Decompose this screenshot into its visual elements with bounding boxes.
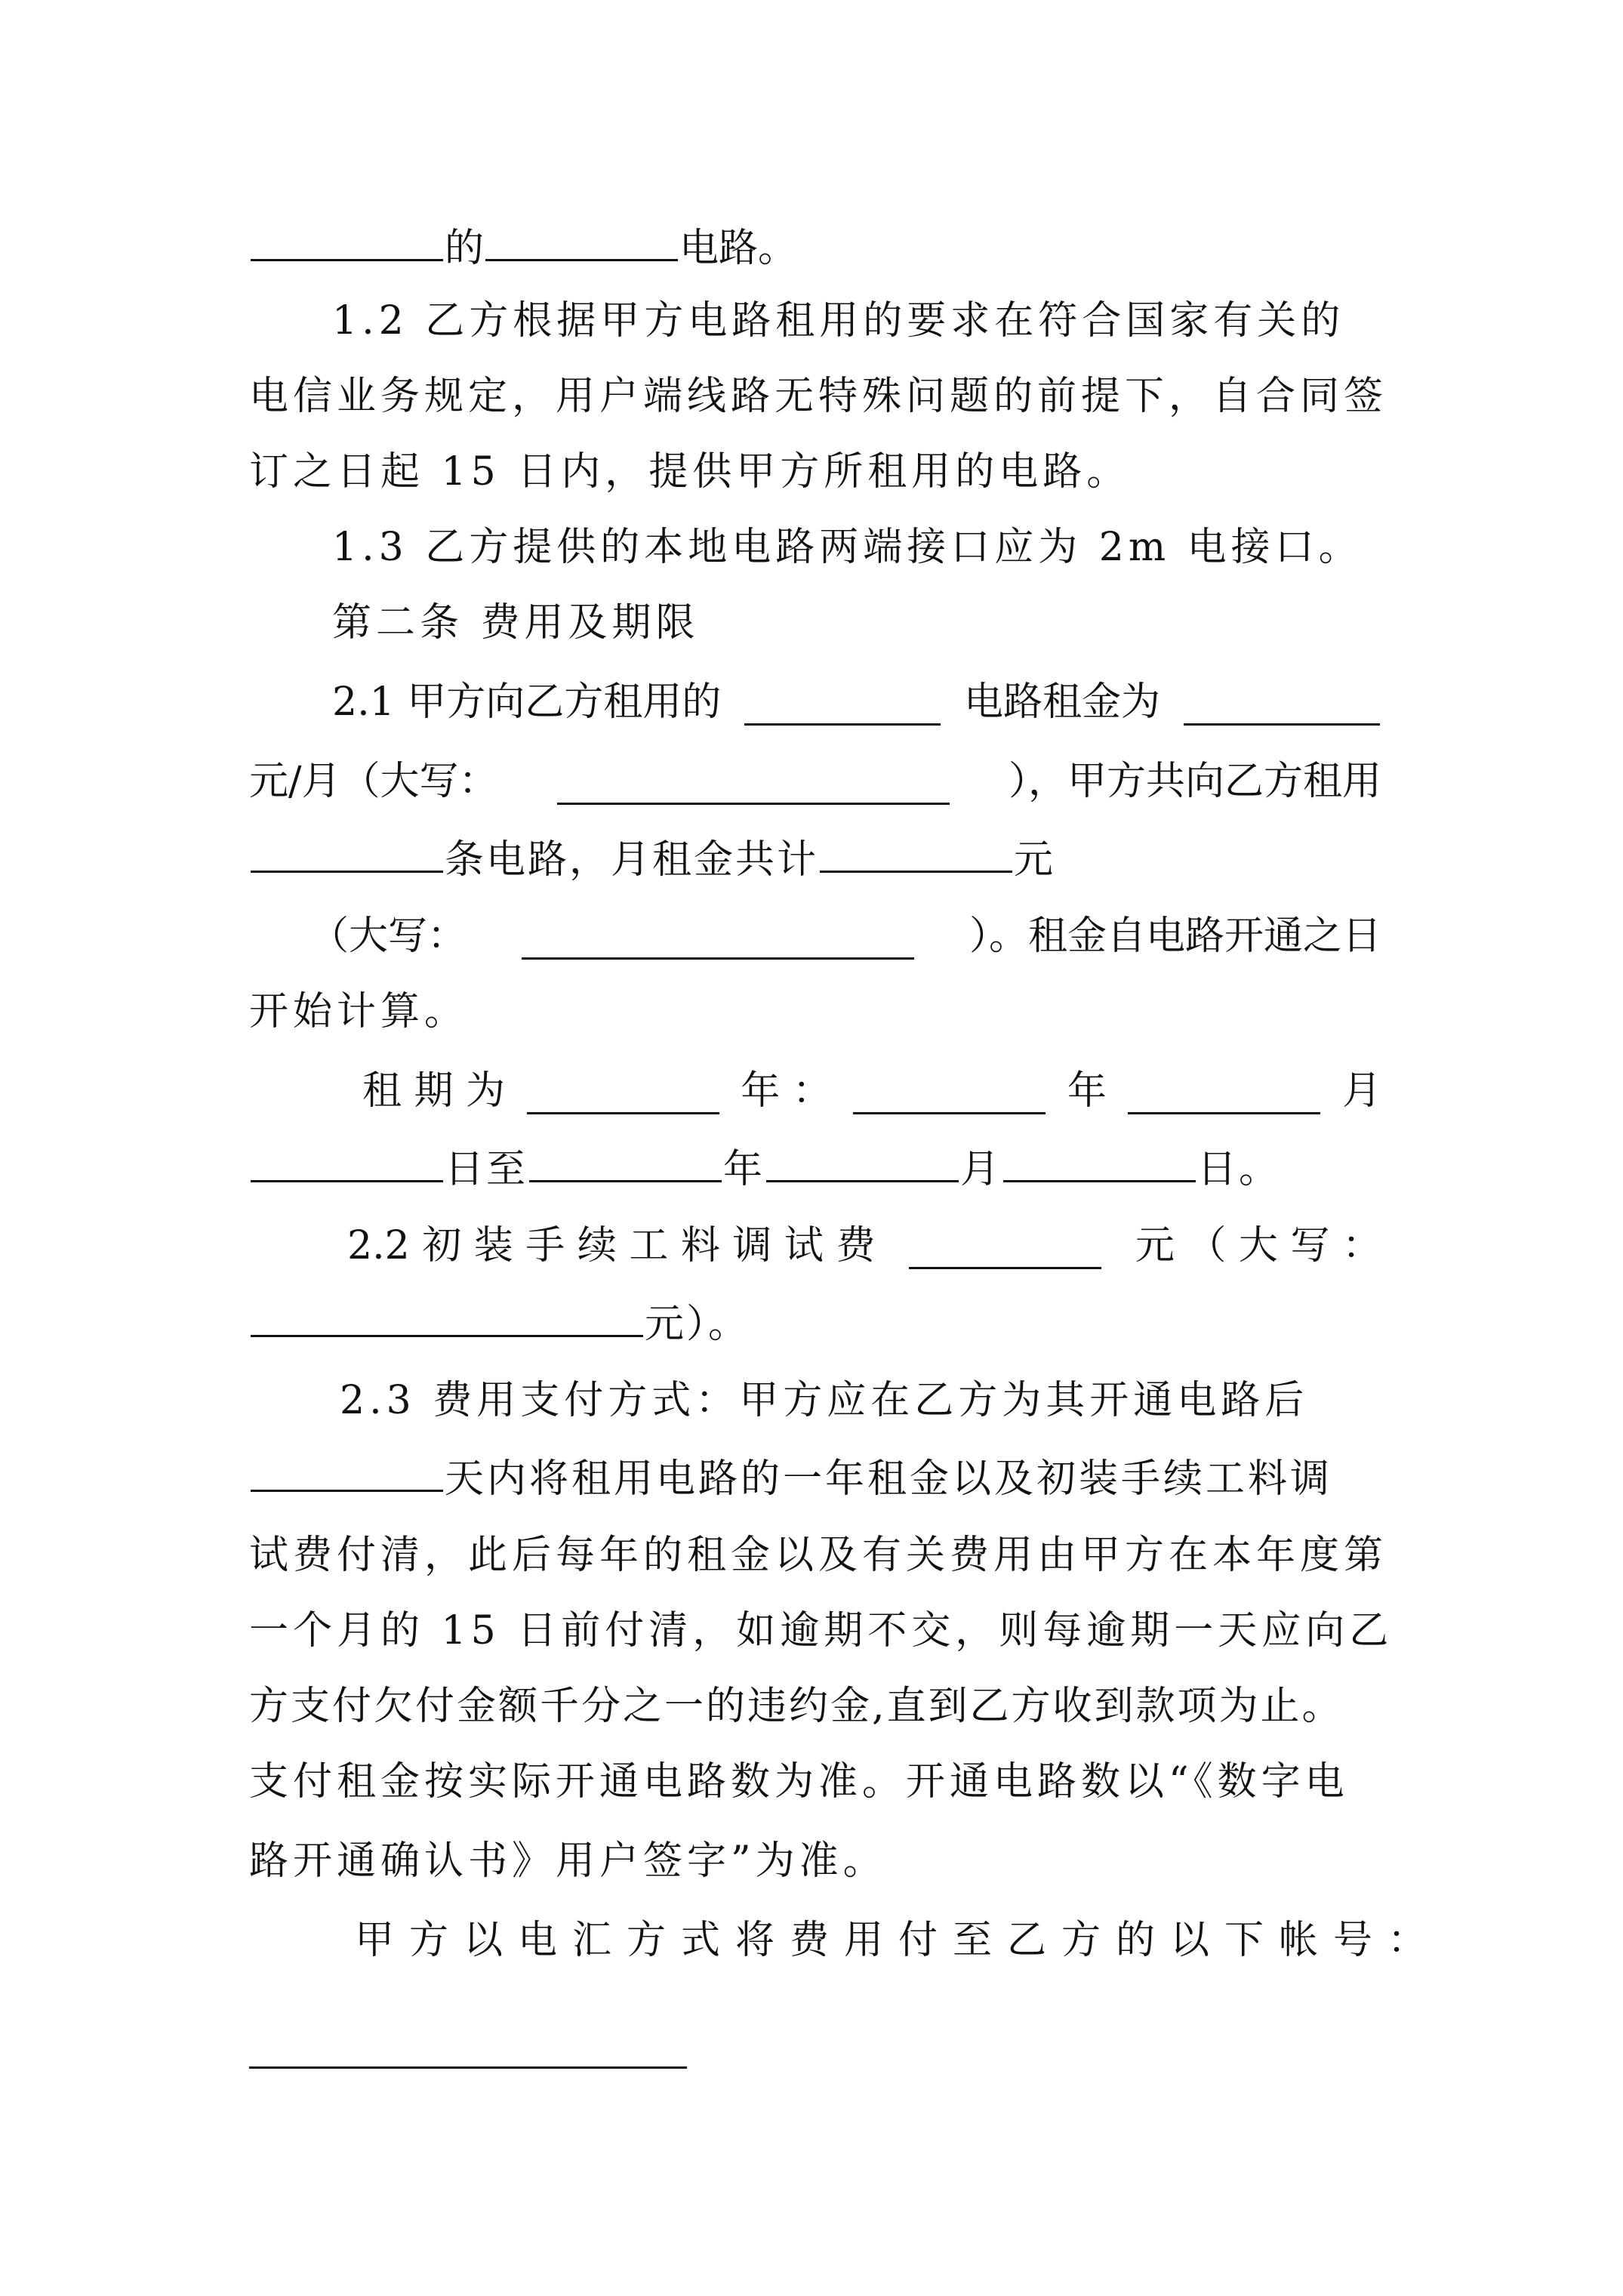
text-segment: 元	[1014, 837, 1056, 883]
end-year-blank[interactable]	[529, 1136, 722, 1182]
text-segment: 日至	[445, 1147, 528, 1192]
text-segment: 租 期 为	[362, 1068, 506, 1114]
start-year-blank-2[interactable]	[853, 1068, 1046, 1114]
text-segment: 天内将租用电路的一年租金以及初装手续工料调	[445, 1456, 1333, 1502]
clause-2-2-line-b	[249, 1291, 1381, 1351]
payment-days-blank[interactable]	[251, 1446, 443, 1492]
start-year-blank[interactable]	[527, 1068, 719, 1114]
text-segment: 日。	[1197, 1147, 1281, 1192]
rent-amount-blank[interactable]	[1184, 680, 1380, 726]
install-fee-blank[interactable]	[909, 1223, 1101, 1269]
circuit-line	[249, 215, 1381, 276]
text-segment: 元）。	[645, 1302, 750, 1347]
clause-1-2-line-a: 1.2 乙方根据甲方电路租用的要求在符合国家有关的	[332, 298, 1345, 344]
install-fee-words-blank[interactable]	[251, 1291, 643, 1337]
circuit-count-blank[interactable]	[251, 827, 443, 873]
text-segment: 2.2 初 装 手 续 工 料 调 试 费	[347, 1223, 876, 1268]
clause-1-2-line-c: 订之日起 15 日内，提供甲方所租用的电路。	[249, 449, 1131, 495]
clause-1-3: 1.3 乙方提供的本地电路两端接口应为 2m 电接口。	[332, 525, 1363, 570]
text-segment: 电路。	[679, 226, 798, 271]
text-segment: 电路租金为	[964, 680, 1161, 725]
clause-2-1-line-a	[249, 672, 1381, 732]
text-segment: 月	[1341, 1068, 1381, 1114]
blank-field[interactable]	[251, 215, 443, 261]
clause-2-1-line-b	[249, 751, 1381, 812]
clause-2-2-line-a	[249, 1216, 1381, 1276]
lease-term-line-b	[249, 1136, 1381, 1197]
text-segment: 的	[445, 226, 485, 271]
payment-account-line: 甲方以电汇方式将费用付至乙方的以下帐号：	[355, 1918, 1443, 1963]
clause-2-3-line-b	[249, 1446, 1381, 1506]
clause-2-3-line-e: 方支付欠付金额千分之一的违约金,直到乙方收到款项为止。	[249, 1684, 1344, 1729]
text-segment: 年	[1067, 1068, 1107, 1114]
end-day-blank[interactable]	[1003, 1136, 1196, 1182]
clause-2-3-line-a: 2.3 费用支付方式：甲方应在乙方为其开通电路后	[340, 1378, 1309, 1423]
text-segment: ），甲方共向乙方租用	[1008, 759, 1381, 804]
clause-2-3-line-f: 支付租金按实际开通电路数为准。开通电路数以“《数字电	[249, 1759, 1349, 1804]
text-segment: ）。租金自电路开通之日	[969, 914, 1381, 959]
clause-2-1-line-c	[249, 827, 1381, 887]
text-segment: 元 （ 大 写 ：	[1135, 1223, 1381, 1268]
amount-in-words-blank[interactable]	[557, 759, 950, 805]
blank-field[interactable]	[485, 215, 678, 261]
start-month-blank[interactable]	[1128, 1068, 1320, 1114]
clause-2-1-line-e: 开始计算。	[249, 989, 469, 1034]
clause-2-3-line-g: 路开通确认书》用户签字”为准。	[249, 1838, 887, 1884]
circuit-type-blank[interactable]	[744, 680, 941, 726]
end-month-blank[interactable]	[766, 1136, 959, 1182]
clause-2-1-line-d	[249, 906, 1381, 966]
text-segment: 月	[960, 1147, 1002, 1192]
account-number-blank[interactable]	[249, 2066, 687, 2069]
text-segment: 元/月（大写：	[249, 759, 498, 804]
clause-2-3-line-d: 一个月的 15 日前付清，如逾期不交，则每逾期一天应向乙	[249, 1608, 1394, 1653]
text-segment: 年 ：	[741, 1068, 832, 1114]
text-segment: 年	[723, 1147, 765, 1192]
clause-2-3-line-c: 试费付清，此后每年的租金以及有关费用由甲方在本年度第	[249, 1533, 1388, 1578]
total-in-words-blank[interactable]	[522, 914, 914, 960]
lease-term-line-a	[249, 1061, 1381, 1121]
article-2-title: 第二条 费用及期限	[332, 600, 700, 646]
text-segment: （大写：	[310, 914, 467, 959]
clause-1-2-line-b: 电信业务规定，用户端线路无特殊问题的前提下，自合同签	[249, 374, 1388, 419]
text-segment: 2.1 甲方向乙方租用的	[332, 680, 722, 725]
start-day-blank[interactable]	[251, 1136, 443, 1182]
monthly-total-blank[interactable]	[820, 827, 1012, 873]
text-segment: 条电路，月租金共计	[445, 837, 819, 883]
